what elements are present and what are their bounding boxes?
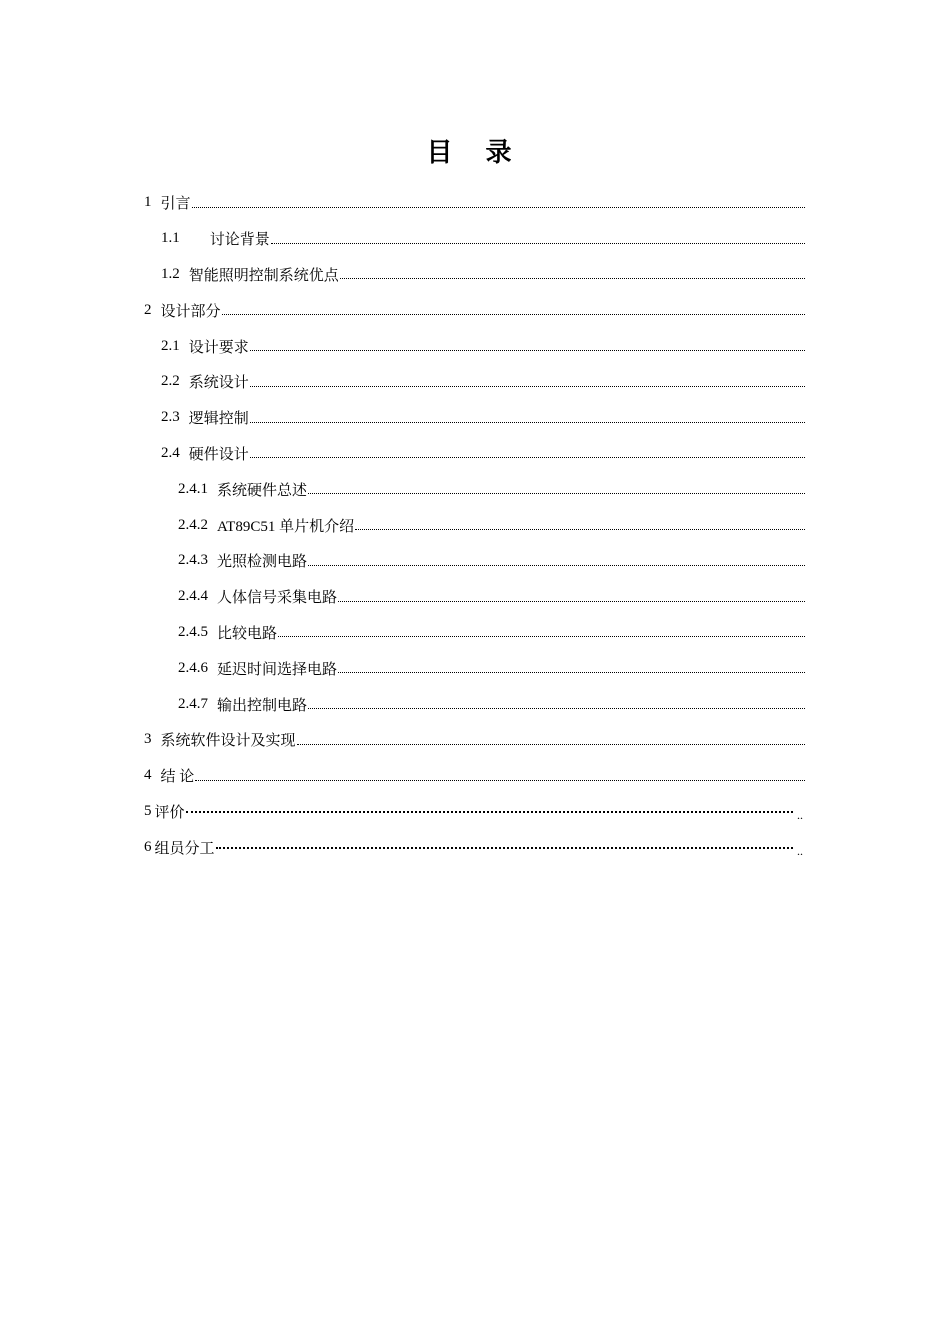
toc-entry-number: 2.4.2 bbox=[178, 516, 208, 533]
toc-entry-title: 评价 bbox=[154, 804, 185, 821]
dot-leader bbox=[308, 543, 805, 579]
dot-leader bbox=[340, 257, 805, 293]
dot-leader bbox=[186, 794, 805, 830]
dot-leader bbox=[192, 185, 805, 221]
toc-entry-number: 2.4.5 bbox=[178, 623, 208, 640]
toc-entry-title: 延迟时间选择电路 bbox=[217, 661, 338, 678]
dot-leader bbox=[308, 686, 805, 722]
dot-leader bbox=[338, 650, 805, 686]
toc-entry[interactable] bbox=[144, 436, 805, 472]
toc-entry-number: 1.2 bbox=[161, 265, 180, 282]
toc-entry[interactable] bbox=[144, 221, 805, 257]
toc-entry[interactable] bbox=[144, 185, 805, 221]
toc-entry-title: 组员分工 bbox=[154, 840, 215, 857]
toc-entry-number: 2.4.1 bbox=[178, 480, 208, 497]
toc-entry-title: 讨论背景 bbox=[209, 232, 270, 249]
dot-leader bbox=[355, 507, 805, 543]
toc-entry-title: 结 论 bbox=[160, 769, 195, 786]
toc-entry-title: 比较电路 bbox=[217, 625, 278, 642]
dot-leader bbox=[278, 615, 805, 651]
toc-entry-number: 1.1 bbox=[161, 230, 180, 247]
toc-entry-title: 设计部分 bbox=[160, 303, 221, 320]
toc-entry-title: 硬件设计 bbox=[188, 446, 249, 463]
toc-entry[interactable] bbox=[144, 579, 805, 615]
toc-entry[interactable] bbox=[144, 829, 805, 865]
toc-entry[interactable] bbox=[144, 364, 805, 400]
toc-entry-title: 引言 bbox=[160, 196, 191, 213]
toc-entry-title: 输出控制电路 bbox=[217, 697, 308, 714]
toc-entry-title: AT89C51 单片机介绍 bbox=[217, 518, 355, 535]
toc-entry[interactable] bbox=[144, 794, 805, 830]
toc-entry[interactable] bbox=[144, 543, 805, 579]
toc-entry[interactable] bbox=[144, 328, 805, 364]
toc-entry-title: 智能照明控制系统优点 bbox=[188, 267, 339, 284]
toc-entry-title: 逻辑控制 bbox=[188, 411, 249, 428]
page-title: 目 录 bbox=[426, 138, 524, 168]
dot-leader bbox=[338, 579, 805, 615]
dot-leader bbox=[222, 292, 805, 328]
dot-leader bbox=[297, 722, 805, 758]
toc-entry-number: 5 bbox=[144, 802, 152, 819]
toc-entry-title: 人体信号采集电路 bbox=[217, 590, 338, 607]
toc-entry-number: 1 bbox=[144, 194, 152, 211]
dot-leader bbox=[250, 400, 805, 436]
toc-entry-number: 2.4.4 bbox=[178, 588, 208, 605]
toc-entry-number: 4 bbox=[144, 767, 152, 784]
toc-entry-number: 6 bbox=[144, 838, 152, 855]
dot-leader bbox=[250, 436, 805, 472]
toc-entry[interactable] bbox=[144, 292, 805, 328]
toc-entry-number: 2.1 bbox=[161, 337, 180, 354]
dot-leader bbox=[216, 829, 805, 865]
dot-leader bbox=[308, 471, 805, 507]
toc-entry-number: 2.3 bbox=[161, 409, 180, 426]
toc-entry-title: 光照检测电路 bbox=[217, 554, 308, 571]
toc-entry-title: 设计要求 bbox=[188, 339, 249, 356]
toc-entry-number: 2.4 bbox=[161, 444, 180, 461]
toc-entry[interactable] bbox=[144, 400, 805, 436]
dot-leader bbox=[195, 758, 805, 794]
toc-entry-number: 2.4.7 bbox=[178, 695, 208, 712]
toc-entry[interactable] bbox=[144, 650, 805, 686]
toc-entry[interactable] bbox=[144, 471, 805, 507]
toc-entry[interactable] bbox=[144, 758, 805, 794]
toc-entry[interactable] bbox=[144, 615, 805, 651]
toc-entry-title: 系统设计 bbox=[188, 375, 249, 392]
toc-entry-title: 系统硬件总述 bbox=[217, 482, 308, 499]
table-of-contents bbox=[144, 185, 805, 865]
toc-entry[interactable] bbox=[144, 257, 805, 293]
toc-entry-number: 2.4.6 bbox=[178, 659, 208, 676]
toc-entry-number: 2.4.3 bbox=[178, 552, 208, 569]
dot-leader bbox=[250, 328, 805, 364]
toc-entry[interactable] bbox=[144, 507, 805, 543]
toc-entry-title: 系统软件设计及实现 bbox=[160, 733, 296, 750]
toc-entry-number: 2.2 bbox=[161, 373, 180, 390]
toc-entry-number: 2 bbox=[144, 301, 152, 318]
dot-leader bbox=[271, 221, 805, 257]
toc-entry[interactable] bbox=[144, 722, 805, 758]
dot-leader bbox=[250, 364, 805, 400]
toc-entry-number: 3 bbox=[144, 731, 152, 748]
toc-entry[interactable] bbox=[144, 686, 805, 722]
